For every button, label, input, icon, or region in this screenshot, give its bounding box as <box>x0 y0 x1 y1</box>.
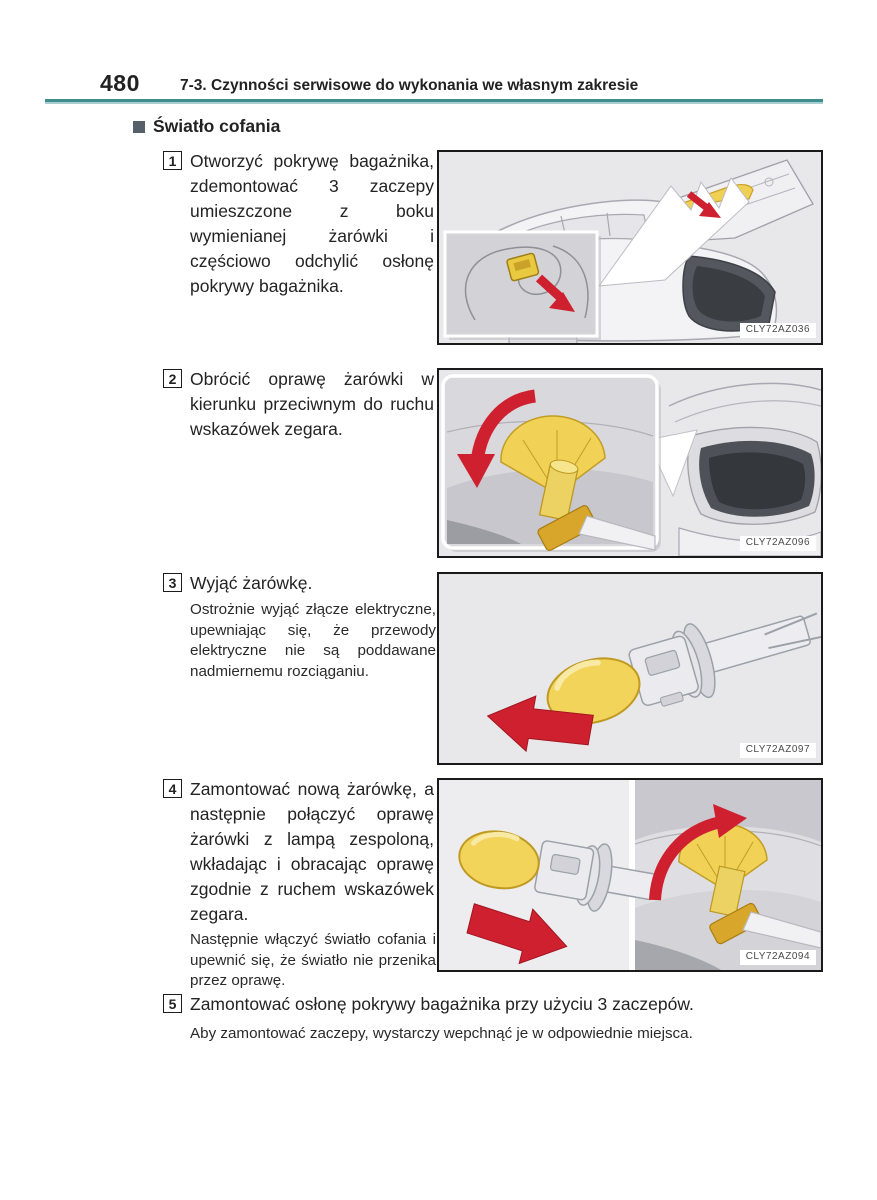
page-number: 480 <box>100 70 140 96</box>
step-1-text: Otworzyć pokrywę bagażnika, zdemontować 3 zaczepy umieszczone z boku wymienianej żarówki i częściowo odchylić osłonę pokrywy bagażnika. <box>190 151 434 296</box>
chapter-title: 7-3. Czynności serwisowe do wykonania we własnym zakresie <box>180 77 639 94</box>
step-2-text: Obrócić oprawę żarówki w kierunku przeciwnym do ruchu wskazówek zegara. <box>190 369 434 439</box>
figure-step-3 <box>437 572 823 765</box>
step-1-number: 1 <box>163 151 182 170</box>
trunk-open-illustration <box>439 152 821 343</box>
step-5-note: Aby zamontować zaczepy, wystarczy wepchnąć je w odpowiednie miejsca. <box>190 1025 693 1042</box>
section-title: Światło cofania <box>153 116 281 136</box>
figure-code-label: CLY72AZ036 <box>740 323 816 338</box>
section-heading <box>133 116 280 137</box>
figure-code-label: CLY72AZ096 <box>740 536 816 551</box>
figure-code-label: CLY72AZ094 <box>740 950 816 965</box>
figure-code-label: CLY72AZ097 <box>740 743 816 758</box>
bulb-install-illustration <box>439 780 821 970</box>
step-4-number: 4 <box>163 779 182 798</box>
figure-step-1 <box>437 150 823 345</box>
header-rule <box>45 99 823 104</box>
bulb-remove-illustration <box>439 574 821 763</box>
step-4-note: Następnie włączyć światło cofania i upewnić się, że światło nie przenika przez oprawę. <box>190 931 436 989</box>
socket-inset-art <box>443 376 661 552</box>
figure-step-4 <box>437 778 823 972</box>
socket-rotate-illustration <box>439 370 821 556</box>
section-square-icon <box>133 121 145 133</box>
step-3-text: Wyjąć żarówkę. <box>190 573 313 593</box>
step-3-note: Ostrożnie wyjąć złącze elektryczne, upewniając się, że przewody elektryczne nie są poddawane nadmiernemu rozciąganiu. <box>190 601 436 680</box>
step-5-text: Zamontować osłonę pokrywy bagażnika przy użyciu 3 zaczepów. <box>190 994 694 1014</box>
clip-inset-art <box>445 232 601 340</box>
step-2-number: 2 <box>163 369 182 388</box>
step-4-text: Zamontować nową żarówkę, a następnie połączyć oprawę żarówki z lampą zespoloną, wkładając i obracając oprawę zgodnie z ruchem wskazówek zegara. <box>190 779 434 924</box>
step-5-number: 5 <box>163 994 182 1013</box>
figure-step-2 <box>437 368 823 558</box>
step-3-number: 3 <box>163 573 182 592</box>
